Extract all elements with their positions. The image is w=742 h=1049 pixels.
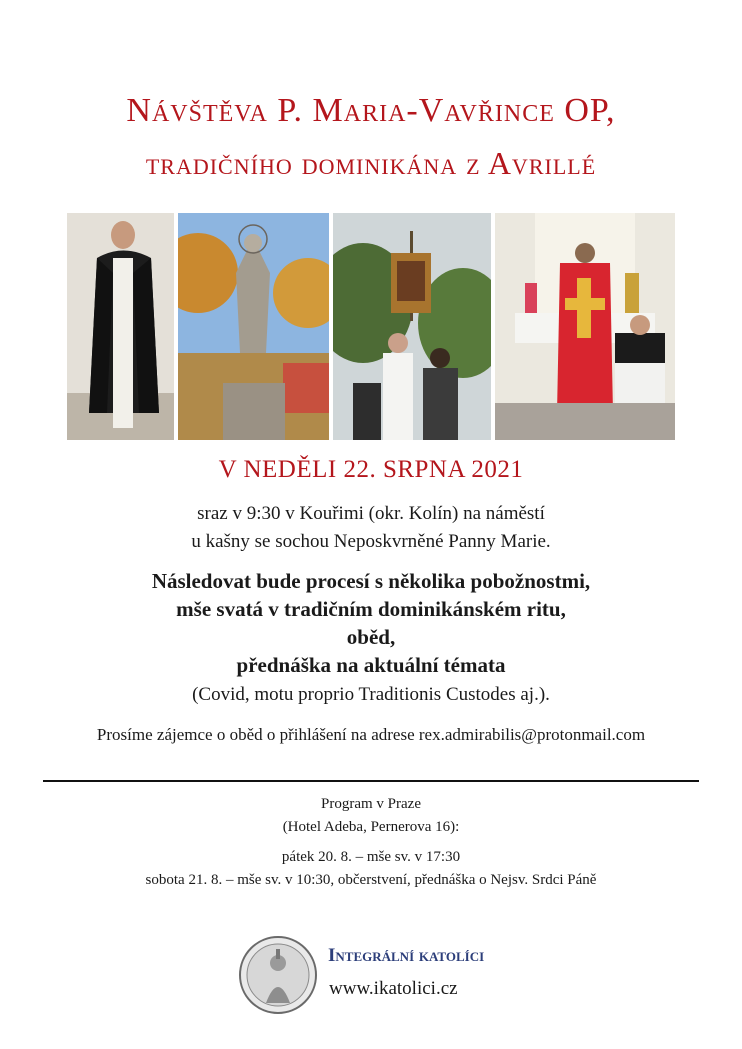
contact-line: Prosíme zájemce o oběd o přihlášení na adrese rex.admirabilis@protonmail.com	[96, 725, 646, 744]
seal-logo-icon	[238, 935, 318, 1015]
event-date: V NEDĚLI 22. SRPNA 2021	[218, 456, 524, 483]
photo-strip	[67, 213, 675, 440]
photo-dominican-priest	[67, 213, 174, 440]
program-line-topics: (Covid, motu proprio Traditionis Custodes aj.).	[192, 684, 550, 705]
brand-name: Integrální katolíci	[328, 945, 485, 966]
photo-mass-altar	[495, 213, 675, 440]
prague-heading: Program v Praze	[321, 796, 421, 812]
prague-saturday: sobota 21. 8. – mše sv. v 10:30, občerstvení, přednáška o Nejsv. Srdci Páně	[145, 872, 597, 888]
photo-procession	[333, 213, 491, 440]
meeting-line-2: u kašny se sochou Neposkvrněné Panny Marie.	[191, 531, 551, 552]
prague-venue: (Hotel Adeba, Pernerova 16):	[282, 819, 460, 835]
divider	[43, 780, 699, 782]
website-link[interactable]: www.ikatolici.cz	[329, 978, 458, 999]
title-line-2: tradičního dominikána z Avrillé	[145, 145, 597, 181]
prague-friday: pátek 20. 8. – mše sv. v 17:30	[281, 849, 461, 865]
photo-marian-statue	[178, 213, 329, 440]
program-line-lecture: přednáška na aktuální témata	[236, 653, 506, 677]
meeting-line-1: sraz v 9:30 v Kouřimi (okr. Kolín) na náměstí	[197, 503, 545, 524]
program-line-mass: mše svatá v tradičním dominikánském ritu,	[176, 597, 566, 621]
program-line-lunch: oběd,	[346, 625, 396, 649]
title-line-1: Návštěva P. Maria-Vavřince OP,	[126, 92, 616, 129]
program-line-procession: Následovat bude procesí s několika pobožnostmi,	[151, 569, 591, 593]
